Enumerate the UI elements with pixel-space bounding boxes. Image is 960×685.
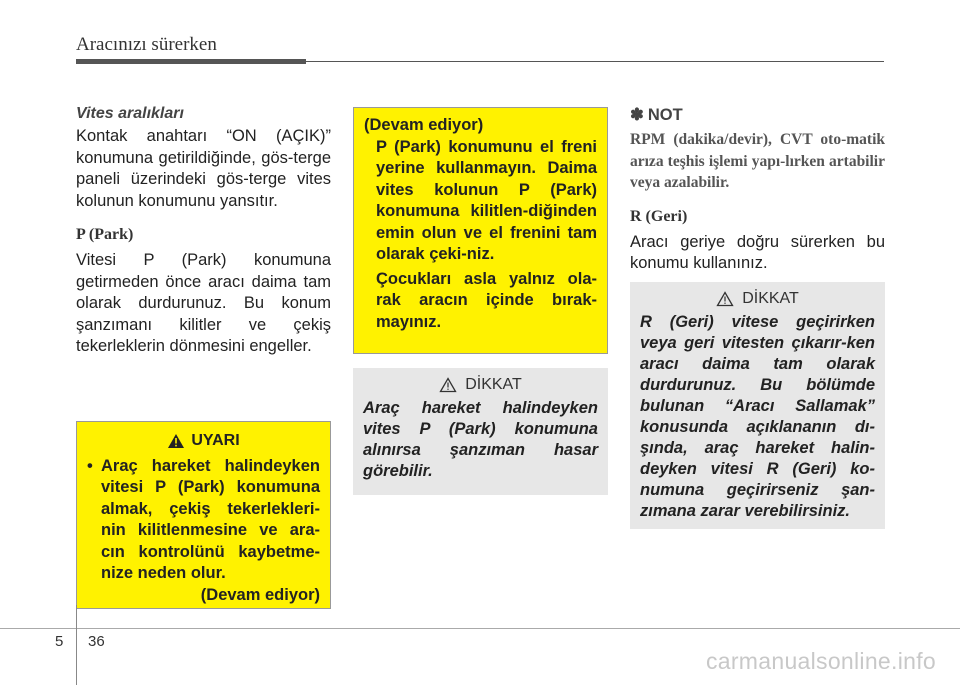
- watermark-text: carmanualsonline.info: [705, 648, 936, 674]
- continued-warning-box: [353, 107, 608, 354]
- intro-paragraph: Kontak anahtarı “ON (AÇIK)” konumuna getirildiğinde, gös-terge paneli üzerindeki gös-terge vites kolunun konumunu yansıtır.: [76, 127, 331, 210]
- warning-box: [76, 421, 331, 609]
- caution-box-park: [353, 368, 608, 495]
- bullet-dot: •: [87, 456, 93, 475]
- right-column: [630, 105, 885, 275]
- note-text: RPM (dakika/devir), CVT oto-matik arıza teşhis işlemi yapı-lırken artabilir veya azalabilir.: [630, 131, 885, 191]
- note-star-icon: ✽: [630, 106, 644, 124]
- caution-title-row-2: [640, 290, 875, 308]
- page-header-title: Aracınızı sürerken: [76, 34, 217, 55]
- warning-bullet-item: [87, 456, 320, 585]
- note-title: NOT: [647, 105, 683, 124]
- caution-text: Araç hareket halindeyken vites P (Park) konumuna alınırsa şanzıman hasar görebilir.: [363, 399, 598, 480]
- warning-title: UYARI: [191, 432, 240, 449]
- park-heading: P (Park): [76, 226, 134, 243]
- caution-text-2: R (Geri) vitese geçirirken veya geri vitesten çıkarır-ken aracı daima tam olarak durdurunuz. Bu bölümde bulunan “Aracı Sallamak” konusunda açıklananın dı-şında, araç hareket halin-deyken vitesi R (Geri) ko-numuna geçirirseniz şan-zımana zarar verebilirsiniz.: [640, 313, 875, 520]
- chapter-number: 5: [55, 633, 64, 650]
- warning-bullet-text: Araç hareket halindeyken vitesi P (Park) konumuna almak, çekiş tekerlekleri-nin kilitlenmesine ve ara-cın kontrolünü kaybetme-nize neden olur.: [101, 456, 320, 582]
- warning-title-row: [87, 430, 320, 452]
- page-number: 36: [88, 633, 105, 650]
- park-paragraph: Vitesi P (Park) konumuna getirmeden önce aracı daima tam olarak durdurunuz. Bu konum şanzımanı kilitler ve çekiş tekerleklerin dönmesini engeller.: [76, 251, 331, 355]
- caution-title-row: [363, 376, 598, 394]
- section-subheading: Vites aralıkları: [76, 105, 184, 122]
- continued-paragraph-1: P (Park) konumunu el freni yerine kullanmayın. Daima vites kolunun P (Park) konumuna kilitlen-diğinden emin olun ve el frenini tam olarak çeki-niz.: [376, 137, 597, 263]
- reverse-paragraph: Aracı geriye doğru sürerken bu konumu kullanınız.: [630, 232, 885, 272]
- caution-box-reverse: [630, 282, 885, 529]
- caution-triangle-icon: [716, 291, 734, 307]
- footer-divider: [76, 605, 77, 685]
- footer-rule: [0, 628, 960, 629]
- note-title-row: [630, 105, 885, 125]
- warning-triangle-icon: [167, 433, 185, 449]
- left-column: [76, 105, 331, 358]
- caution-triangle-icon: [439, 377, 457, 393]
- reverse-heading: R (Geri): [630, 207, 688, 225]
- caution-title-2: DİKKAT: [742, 290, 799, 307]
- warning-continued: (Devam ediyor): [200, 585, 320, 604]
- header-rule-thick: [76, 59, 306, 64]
- header-rule-thin: [306, 61, 884, 62]
- continued-heading: (Devam ediyor): [364, 116, 484, 134]
- caution-title: DİKKAT: [465, 376, 522, 393]
- continued-paragraph-2: Çocukları asla yalnız ola-rak aracın içinde bırak-mayınız.: [376, 269, 597, 331]
